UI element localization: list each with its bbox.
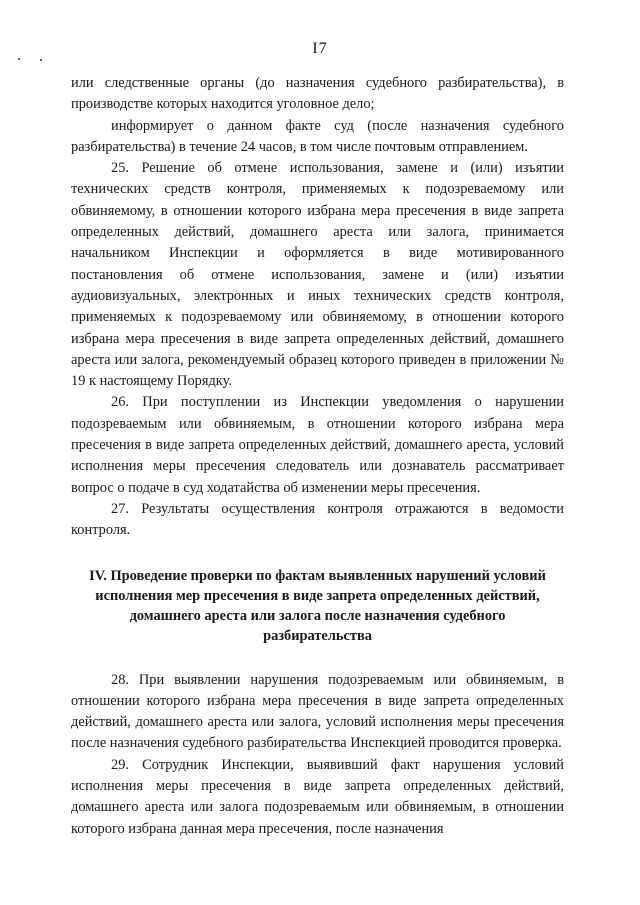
paragraph-continuation: или следственные органы (до назначения судебного разбирательства), в производстве которых находится уголовное дело; [71,75,564,113]
section-heading: IV. Проведение проверки по фактам выявленных нарушений условий исполнения мер пресечения в виде запрета определенных действий, домашнего ареста или залога после назначения судебного разбирательства [89,567,546,644]
scan-speck [18,58,20,60]
paragraph-26: 26. При поступлении из Инспекции уведомления о нарушении подозреваемым или обвиняемым, в отношении которого избрана мера пресечения в виде запрета определенных действий, домашнего ареста, условий исполнения меры пресечения следователь или дознаватель рассматривает вопрос о подаче в суд ходатайства об изменении меры пресечения. [71,394,564,496]
paragraph-29: 29. Сотрудник Инспекции, выявивший факт нарушения условий исполнения меры пресечения в виде запрета определенных действий, домашнего ареста или залога подозреваемым или обвиняемым, в отношении которого избрана данная мера пресечения, после назначения [71,756,564,837]
paragraph-inform-court: информирует о данном факте суд (после назначения судебного разбирательства) в течение 24 часов, в том числе почтовым отправлением. [71,117,564,155]
document-body [71,73,564,840]
page-number: I7 [312,40,328,57]
paragraph-28: 28. При выявлении нарушения подозреваемым или обвиняемым, в отношении которого избрана мера пресечения в виде запрета определенных действий, домашнего ареста или залога, условий исполнения меры пресечения после назначения судебного разбирательства Инспекцией проводится проверка. [71,671,564,752]
scan-speck [40,59,42,61]
paragraph-27: 27. Результаты осуществления контроля отражаются в ведомости контроля. [71,500,564,539]
paragraph-25: 25. Решение об отмене использования, замене и (или) изъятии технических средств контроля, применяемых к подозреваемому или обвиняемому, в отношении которого избрана мера пресечения в виде запрета определенных действий, домашнего ареста или залога, принимается начальником Инспекции и оформляется в виде мотивированного постановления об отмене использования, замене и (или) изъятии аудиовизуальных, электронных и иных технических средств контроля, применяемых к подозреваемому или обвиняемому, в отношении которого избрана мера пресечения в виде запрета определенных действий, домашнего ареста или залога, рекомендуемый образец которого приведен в приложении № 19 к настоящему Порядку. [71,160,564,390]
